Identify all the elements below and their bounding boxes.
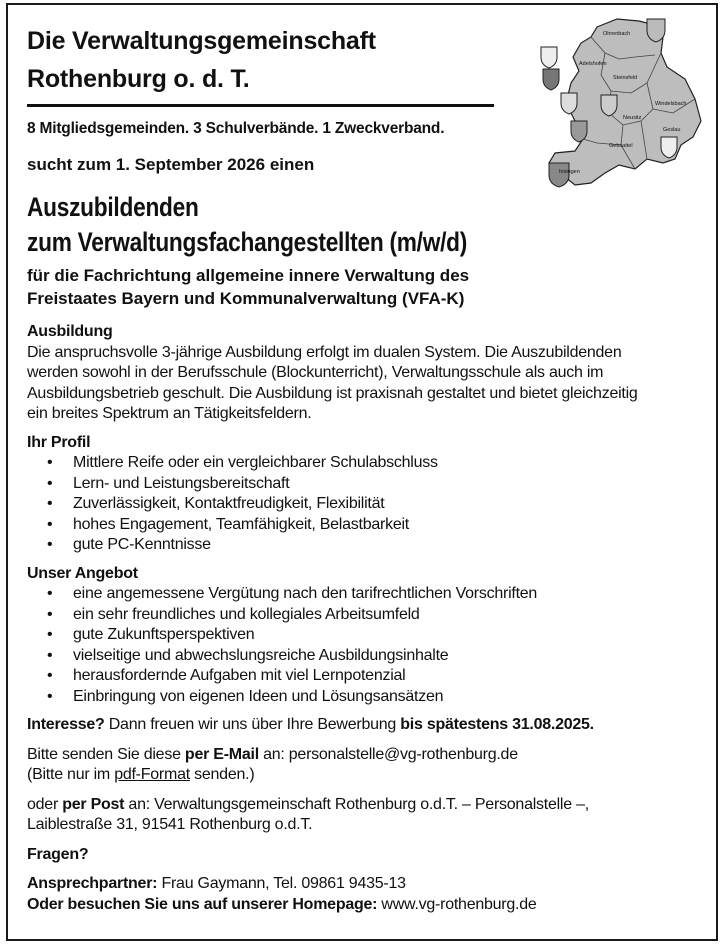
ausbildung-line-1: Die anspruchsvolle 3-jährige Ausbildung erfolgt im dualen System. Die Auszubildenden xyxy=(27,343,622,361)
pdf-pre: (Bitte nur im xyxy=(27,766,115,783)
map-label-neusitz: Neusitz xyxy=(623,115,642,121)
email-line xyxy=(27,745,707,766)
spec-line-1: für die Fachrichtung allgemeine innere Verwaltung des xyxy=(27,266,470,285)
contact-person-text: Frau Gaymann, Tel. 09861 9435-13 xyxy=(157,875,406,892)
list-item: • eine angemessene Vergütung nach den tarifrechtlichen Vorschriften xyxy=(47,584,707,605)
map-label-ohrenbach: Ohrenbach xyxy=(603,31,631,37)
map-label-adelshofen: Adelshofen xyxy=(579,61,607,67)
map-label-steinsfeld: Steinsfeld xyxy=(613,75,638,81)
title-line-1: Die Verwaltungsgemeinschaft xyxy=(27,27,376,55)
homepage-link[interactable]: www.vg-rothenburg.de xyxy=(377,895,537,913)
job-specialisation xyxy=(27,264,469,310)
profil-list xyxy=(47,453,707,556)
list-item: • vielseitige und abwechslungsreiche Ausbildungsinhalte xyxy=(47,646,707,667)
job-title xyxy=(27,190,467,260)
questions-heading: Fragen? xyxy=(27,845,89,863)
profil-heading: Ihr Profil xyxy=(27,433,91,451)
post-method: per Post xyxy=(62,795,125,813)
map-label-geslau: Geslau xyxy=(663,127,681,133)
title-divider xyxy=(27,104,494,107)
email-address[interactable]: an: personalstelle@vg-rothenburg.de xyxy=(258,745,518,763)
post-line xyxy=(27,795,707,816)
job-title-line-1: Auszubildenden xyxy=(27,192,199,222)
list-item: • hohes Engagement, Teamfähigkeit, Belastbarkeit xyxy=(47,515,707,536)
post-recipient: an: Verwaltungsgemeinschaft Rothenburg o.d.T. – Personalstelle –, xyxy=(124,795,589,813)
list-item: • gute Zukunftsperspektiven xyxy=(47,625,707,646)
email-method: per E-Mail xyxy=(184,745,259,763)
ausbildung-line-4: ein breites Spektrum an Tätigkeitsfeldern. xyxy=(27,405,312,422)
pdf-post: senden.) xyxy=(189,766,255,783)
list-item: • Zuverlässigkeit, Kontaktfreudigkeit, Flexibilität xyxy=(47,494,707,515)
postal-address: Laiblestraße 31, 91541 Rothenburg o.d.T. xyxy=(27,816,313,833)
list-item: • ein sehr freundliches und kollegiales Arbeitsumfeld xyxy=(47,605,707,626)
seeks-line: sucht zum 1. September 2026 einen xyxy=(27,155,315,174)
job-title-line-2: zum Verwaltungsfachangestellten (m/w/d) xyxy=(27,227,468,257)
email-pre: Bitte senden Sie diese xyxy=(27,745,185,763)
list-item: • herausfordernde Aufgaben mit viel Lernpotenzial xyxy=(47,666,707,687)
list-item: • Lern- und Leistungsbereitschaft xyxy=(47,474,707,495)
title-line-2: Rothenburg o. d. T. xyxy=(27,65,250,93)
angebot-list xyxy=(47,584,707,707)
homepage-label: Oder besuchen Sie uns auf unserer Homepage: xyxy=(27,895,378,913)
ausbildung-line-2: werden sowohl in der Berufsschule (Blockunterricht), Verwaltungsschule als auch im xyxy=(27,364,604,381)
list-item: • Einbringung von eigenen Ideen und Lösungsansätzen xyxy=(47,687,707,708)
interest-line xyxy=(27,715,707,736)
pdf-line xyxy=(27,765,707,786)
angebot-heading: Unser Angebot xyxy=(27,564,138,582)
homepage-line xyxy=(27,895,707,916)
spec-line-2: Freistaates Bayern und Kommunalverwaltung (VFA-K) xyxy=(27,289,465,308)
pdf-format-link[interactable]: pdf-Format xyxy=(114,766,190,783)
post-pre: oder xyxy=(27,795,63,813)
ausbildung-line-3: Ausbildungsbetrieb geschult. Die Ausbildung ist praxisnah gestaltet und bietet gleichzeitig xyxy=(27,384,638,402)
organisation-title xyxy=(27,22,376,98)
ad-body xyxy=(27,322,707,915)
deadline: bis spätestens 31.08.2025. xyxy=(400,716,594,733)
interest-label: Interesse? xyxy=(27,716,105,733)
map-label-insingen: Insingen xyxy=(559,169,580,175)
list-item: • gute PC-Kenntnisse xyxy=(47,535,707,556)
list-item: • Mittlere Reife oder ein vergleichbarer Schulabschluss xyxy=(47,453,707,474)
members-summary: 8 Mitgliedsgemeinden. 3 Schulverbände. 1 Zweckverband. xyxy=(27,120,445,137)
region-map xyxy=(535,13,707,193)
ausbildung-heading: Ausbildung xyxy=(27,323,113,340)
map-label-windelsbach: Windelsbach xyxy=(655,101,687,107)
interest-text: Dann freuen wir uns über Ihre Bewerbung xyxy=(104,716,401,733)
contact-person-line xyxy=(27,874,707,895)
contact-person-label: Ansprechpartner: xyxy=(27,875,158,892)
map-label-gebsattel: Gebsattel xyxy=(609,143,633,149)
